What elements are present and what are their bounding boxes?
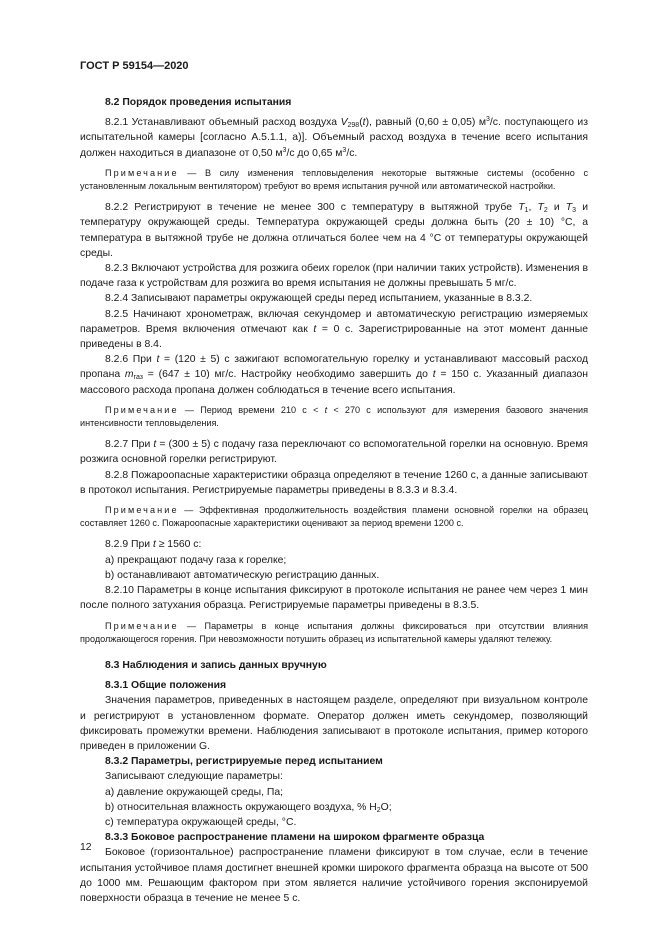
paragraph-8-2-1: 8.2.1 Устанавливают объемный расход воздуха $V_{298}(t)$, равный (0,60 ± 0,05) $м^3/с$. поступающего из испытательной камеры [согласно А.5.1.1, а)]. Объемный расход воздуха в течение всего испытания должен находиться в диапазоне от 0,50 $м^3/с$ до 0,65 $м^3/с$. <box>80 116 588 159</box>
subsection-heading-8-3-3: 8.3.3 Боковое распространение пламени на широком фрагменте образца <box>105 832 485 844</box>
note-3: Примечание — Эффективная продолжительность воздействия пламени основной горелки на образец составляет 1260 с. Пожароопасные характеристики оценивают за период времени 1200 с. <box>80 505 588 529</box>
section-heading-8-3: 8.3 Наблюдения и запись данных вручную <box>105 659 327 671</box>
section-heading-8-2: 8.2 Порядок проведения испытания <box>105 97 292 108</box>
list-item: c) температура окружающей среды, °С. <box>105 816 297 828</box>
note-label: Примечание <box>105 404 179 415</box>
note-1: Примечание — В силу изменения тепловыделения некоторые вытяжные системы (особенно с установленным локальным вентилятором) требуют во время испытания ручной или автоматической настройки. <box>80 167 588 192</box>
list-item: b) останавливают автоматическую регистрацию данных. <box>105 569 380 581</box>
page-number: 12 <box>80 842 92 853</box>
note-label: Примечание <box>105 505 179 516</box>
page-content <box>80 95 588 906</box>
list-item: a) давление окружающей среды, Па; <box>105 786 283 798</box>
paragraph-8-2-9: 8.2.9 При t ≥ 1560 с: <box>105 539 202 551</box>
paragraph-8-3-2: Записывают следующие параметры: <box>105 771 283 783</box>
list-item: b) относительная влажность окружающего воздуха, % $H_2O$; <box>105 801 392 814</box>
subsection-heading-8-3-2: 8.3.2 Параметры, регистрируемые перед испытанием <box>105 756 383 768</box>
paragraph-8-2-6: 8.2.6 При t = (120 ± 5) с зажигают вспомогательную горелку и устанавливают массовый расход пропана $m_{газ} = (647 \pm 10)$ мг/с. Настройку необходимо завершить до t = 150 с. Указанный диапазон массового расхода пропана должен соблюдаться в течение всего испытания. <box>80 354 589 396</box>
paragraph-8-2-10: 8.2.10 Параметры в конце испытания фиксируют в протоколе испытания не ранее чем через 1 мин после полного затухания образца. Регистрируемые параметры приведены в 8.3.5. <box>80 585 588 612</box>
paragraph-8-3-3: Боковое (горизонтальное) распространение пламени фиксируют в том случае, если в течение испытания устойчивое пламя достигнет внешней кромки широкого фрагмента образца на высоте от 500 до 1000 мм. Решающим фактором при этом является наличие устойчивого горения экспонируемой поверхности образца в течение не менее 5 с. <box>80 847 588 904</box>
paragraph-8-3-1: Значения параметров, приведенных в настоящем разделе, определяют при визуальном контроле и регистрируют в установленном формате. Оператор должен иметь секундомер, позволяющий фиксировать промежутки времени. Наблюдения записывают в протоколе испытания, пример которого приведен в приложении G. <box>80 695 588 752</box>
note-label: Примечание <box>105 620 179 631</box>
paragraph-8-2-2: 8.2.2 Регистрируют в течение не менее 300 с температуру в вытяжной трубе $T_1$, $T_2$ и $T_3$ и температуру окружающей среды. Температура окружающей среды должна быть (20 ± 10) °С, а температура в вытяжной трубе не должна отличаться более чем на 4 °С от температуры окружающей среды. <box>80 202 588 259</box>
note-label: Примечание <box>105 167 179 178</box>
document-code: ГОСТ Р 59154—2020 <box>80 60 189 72</box>
paragraph-8-2-8: 8.2.8 Пожароопасные характеристики образца определяют в течение 1260 с, а данные записывают в протокол испытания. Регистрируемые параметры приведены в 8.3.3 и 8.3.4. <box>80 469 588 496</box>
paragraph-8-2-4: 8.2.4 Записывают параметры окружающей среды перед испытанием, указанные в 8.3.2. <box>105 293 533 305</box>
note-4: Примечание — Параметры в конце испытания должны фиксироваться при отсутствии влияния продолжающегося горения. При невозможности потушить образец из испытательной камеры удаляют тележку. <box>80 620 588 644</box>
note-2: Примечание — Период времени 210 с < t < 270 с используют для измерения базового значения интенсивности тепловыделения. <box>80 404 588 429</box>
paragraph-8-2-5: 8.2.5 Начинают хронометраж, включая секундомер и автоматическую регистрацию измеряемых параметров. Время включения отмечают как t = 0 с. Зарегистрированные на этот момент данные приведены в 8.4. <box>80 308 588 351</box>
subsection-heading-8-3-1: 8.3.1 Общие положения <box>105 680 227 692</box>
list-item: a) прекращают подачу газа к горелке; <box>105 554 287 566</box>
paragraph-8-2-7: 8.2.7 При t = (300 ± 5) с подачу газа переключают со вспомогательной горелки на основную. Время розжига основной горелки регистрируют. <box>80 439 589 466</box>
paragraph-8-2-3: 8.2.3 Включают устройства для розжига обеих горелок (при наличии таких устройств). Изменения в подаче газа к устройствам для розжига во время испытания не должны превышать 5 мг/с. <box>80 263 588 290</box>
